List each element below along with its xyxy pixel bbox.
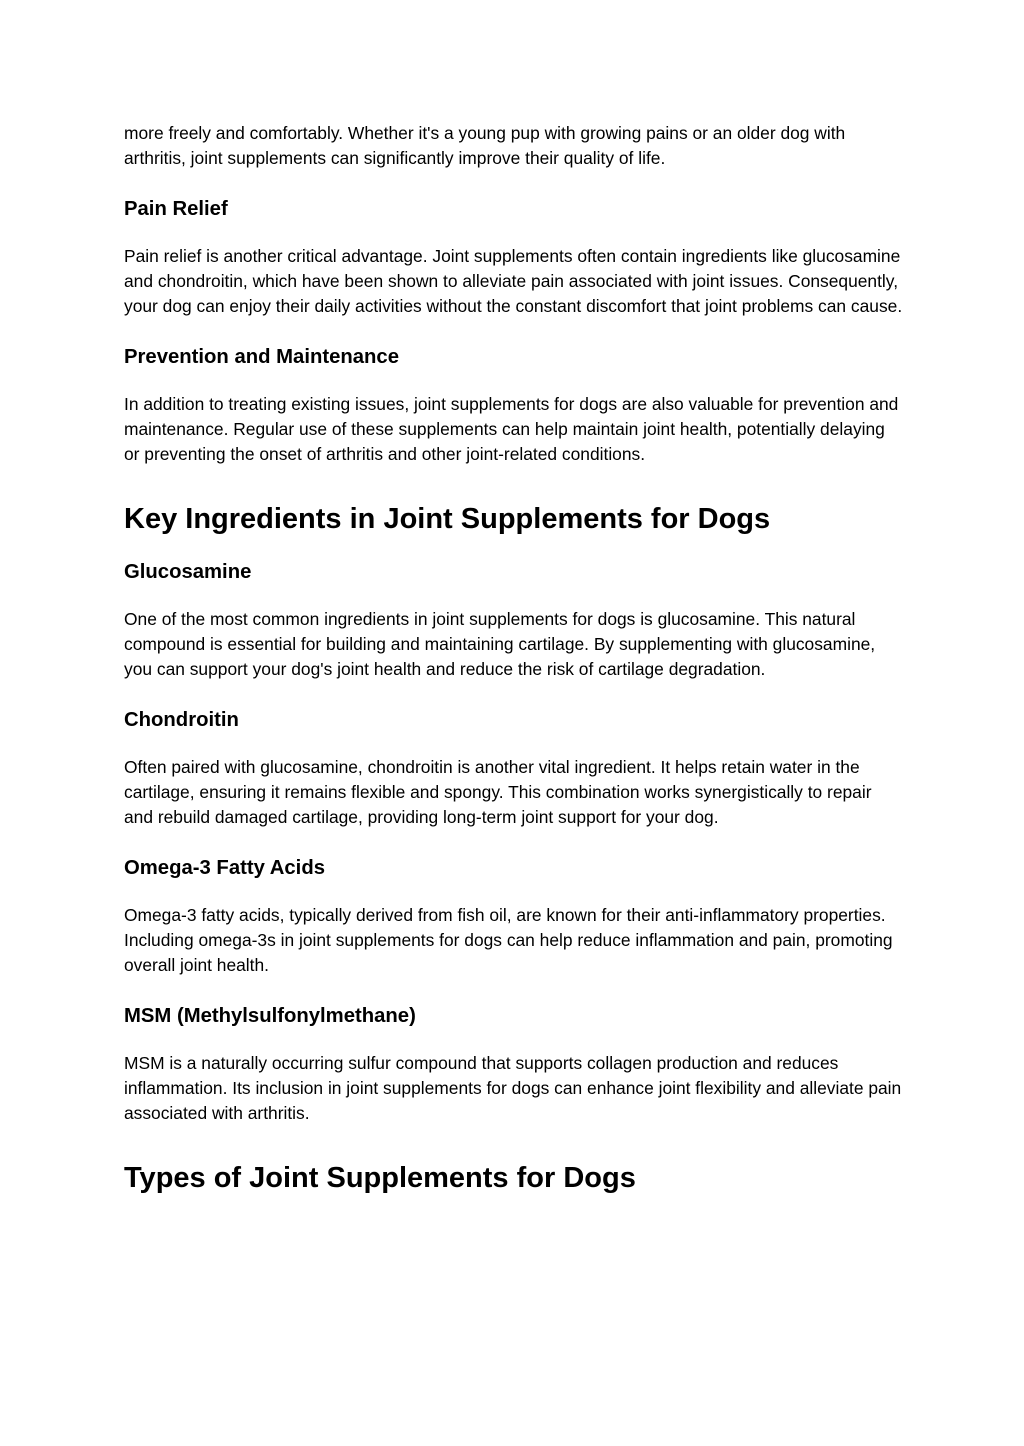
msm-heading: MSM (Methylsulfonylmethane) (124, 1005, 416, 1027)
types-heading: Types of Joint Supplements for Dogs (124, 1162, 636, 1194)
omega3-heading: Omega-3 Fatty Acids (124, 857, 325, 879)
glucosamine-paragraph: One of the most common ingredients in joint supplements for dogs is glucosamine. This natural compound is essential for building and maintaining cartilage. By supplementing with glucosamine, you can support your dog's joint health and reduce the risk of cartilage degradation. (124, 609, 876, 679)
msm-paragraph: MSM is a naturally occurring sulfur compound that supports collagen production and reduces inflammation. Its inclusion in joint supplements for dogs can enhance joint flexibility and alleviate pain associated with arthritis. (124, 1053, 902, 1123)
pain-relief-paragraph: Pain relief is another critical advantage. Joint supplements often contain ingredients like glucosamine and chondroitin, which have been shown to alleviate pain associated with joint issues. Consequently, your dog can enjoy their daily activities without the constant discomfort that joint problems can cause. (124, 246, 903, 316)
prevention-paragraph: In addition to treating existing issues, joint supplements for dogs are also valuable for prevention and maintenance. Regular use of these supplements can help maintain joint health, potentially delaying or preventing the onset of arthritis and other joint-related conditions. (124, 394, 899, 464)
intro-paragraph: more freely and comfortably. Whether it's a young pup with growing pains or an older dog with arthritis, joint supplements can significantly improve their quality of life. (124, 123, 846, 168)
document-page (124, 121, 904, 1196)
chondroitin-paragraph: Often paired with glucosamine, chondroitin is another vital ingredient. It helps retain water in the cartilage, ensuring it remains flexible and spongy. This combination works synergistically to repair and rebuild damaged cartilage, providing long-term joint support for your dog. (124, 757, 872, 827)
omega3-paragraph: Omega-3 fatty acids, typically derived from fish oil, are known for their anti-inflammatory properties. Including omega-3s in joint supplements for dogs can help reduce inflammation and pain, promoting overall joint health. (124, 905, 893, 975)
glucosamine-heading: Glucosamine (124, 561, 252, 583)
chondroitin-heading: Chondroitin (124, 709, 239, 731)
key-ingredients-heading: Key Ingredients in Joint Supplements for Dogs (124, 503, 771, 535)
prevention-heading: Prevention and Maintenance (124, 346, 399, 368)
pain-relief-heading: Pain Relief (124, 198, 228, 220)
